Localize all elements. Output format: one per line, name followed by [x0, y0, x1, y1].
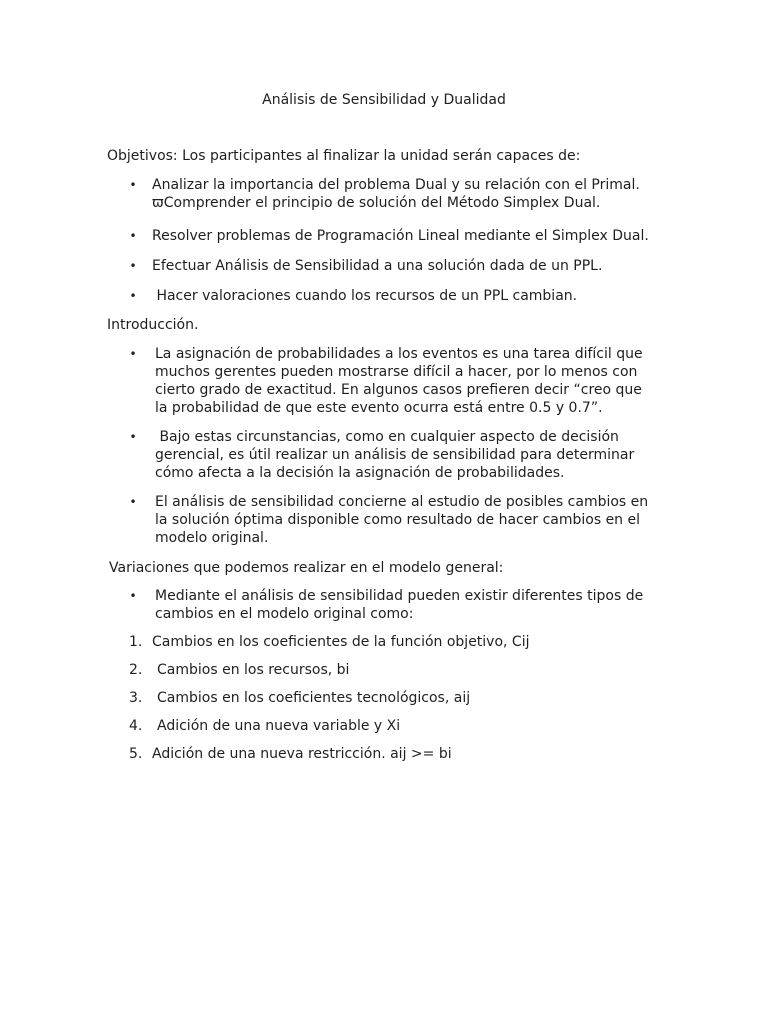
- bullet-icon: •: [129, 495, 137, 509]
- list-item: Adición de una nueva variable y Xi: [157, 718, 401, 734]
- bullet-icon: •: [129, 178, 137, 192]
- intro-heading: Introducción.: [107, 317, 199, 333]
- intro-item: La asignación de probabilidades a los eventos es una tarea difícil que muchos gerentes pueden mostrarse difícil a hacer, por lo menos con cierto grado de exactitud. En algunos casos prefieren decir “creo que la probabilidad de que este evento ocurra está entre 0.5 y 0.7”.: [155, 346, 643, 416]
- list-number: 2.: [129, 662, 143, 678]
- list-item: Cambios en los coeficientes tecnológicos, aij: [157, 690, 471, 706]
- objectives-heading: Objetivos: Los participantes al finalizar la unidad serán capaces de:: [107, 148, 581, 164]
- list-number: 1.: [129, 634, 143, 650]
- bullet-icon: •: [129, 259, 137, 273]
- list-item: Cambios en los recursos, bi: [157, 662, 350, 678]
- bullet-icon: •: [129, 589, 137, 603]
- list-number: 3.: [129, 690, 143, 706]
- document-title: Análisis de Sensibilidad y Dualidad: [262, 92, 506, 108]
- list-item: Cambios en los coeficientes de la función objetivo, Cij: [152, 634, 530, 650]
- objective-item: Analizar la importancia del problema Dual y su relación con el Primal. ϖComprender el principio de solución del Método Simplex Dual.: [152, 177, 640, 211]
- intro-item: El análisis de sensibilidad concierne al estudio de posibles cambios en la solución óptima disponible como resultado de hacer cambios en el modelo original.: [155, 494, 649, 546]
- bullet-icon: •: [129, 289, 137, 303]
- list-item: Adición de una nueva restricción. aij >= bi: [152, 746, 452, 762]
- variations-heading: Variaciones que podemos realizar en el modelo general:: [109, 560, 504, 576]
- list-number: 4.: [129, 718, 143, 734]
- bullet-icon: •: [129, 347, 137, 361]
- intro-item: Bajo estas circunstancias, como en cualquier aspecto de decisión gerencial, es útil realizar un análisis de sensibilidad para determinar cómo afecta a la decisión la asignación de probabilidades.: [155, 429, 639, 481]
- objective-item: Hacer valoraciones cuando los recursos de un PPL cambian.: [152, 288, 578, 304]
- objective-item: Resolver problemas de Programación Lineal mediante el Simplex Dual.: [152, 228, 649, 244]
- bullet-icon: •: [129, 229, 137, 243]
- variations-item: Mediante el análisis de sensibilidad pueden existir diferentes tipos de cambios en el modelo original como:: [155, 588, 644, 622]
- objective-item: Efectuar Análisis de Sensibilidad a una solución dada de un PPL.: [152, 258, 603, 274]
- bullet-icon: •: [129, 430, 137, 444]
- list-number: 5.: [129, 746, 143, 762]
